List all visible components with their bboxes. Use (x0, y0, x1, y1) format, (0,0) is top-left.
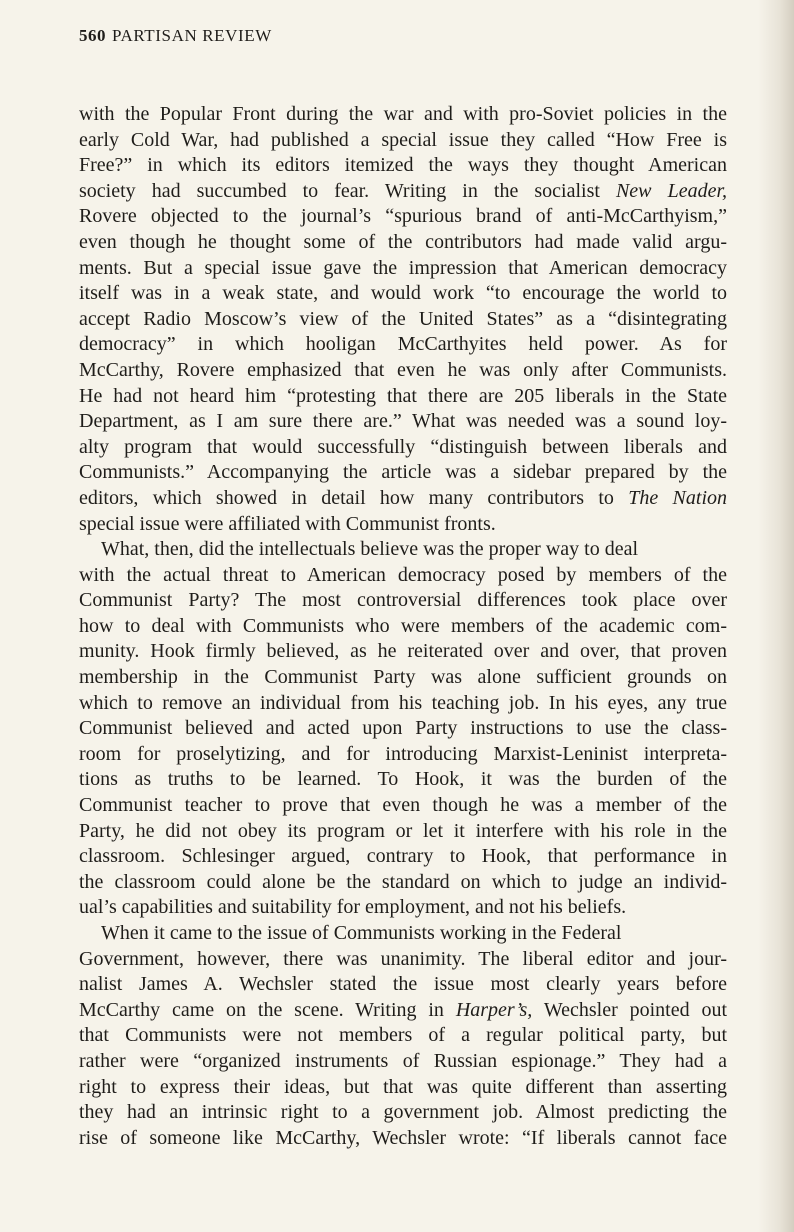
text-segment: Government, however, there was unanimity. The liberal editor and jour- (79, 947, 727, 970)
text-line (79, 307, 727, 333)
text-segment: itself was in a weak state, and would work “to encourage the world to (79, 282, 727, 305)
text-segment: He had not heard him “protesting that there are 205 liberals in the State (79, 384, 727, 407)
text-line (79, 819, 727, 845)
text-line (79, 793, 727, 819)
journal-title: PARTISAN REVIEW (112, 26, 272, 45)
text-line (79, 358, 727, 384)
text-segment: they had an intrinsic right to a government job. Almost predicting the (79, 1101, 727, 1124)
text-line (79, 742, 727, 768)
text-segment: the classroom could alone be the standard on which to judge an individ- (79, 870, 727, 893)
text-line (79, 895, 727, 921)
text-line (79, 204, 727, 230)
text-segment: even though he thought some of the contributors had made valid argu- (79, 230, 727, 253)
text-line (79, 537, 727, 563)
text-segment: special issue were affiliated with Communist fronts. (79, 512, 496, 535)
text-segment: rise of someone like McCarthy, Wechsler wrote: “If liberals cannot face (79, 1126, 727, 1149)
text-line (79, 281, 727, 307)
text-line (79, 921, 727, 947)
text-line (79, 665, 727, 691)
text-line (79, 1049, 727, 1075)
text-segment: society had succumbed to fear. Writing in the socialist (79, 179, 616, 202)
text-segment: which to remove an individual from his teaching job. In his eyes, any true (79, 691, 727, 714)
text-line (79, 614, 727, 640)
text-line (79, 1075, 727, 1101)
text-line (79, 870, 727, 896)
text-segment: Communist Party? The most controversial differences took place over (79, 589, 727, 612)
text-segment: Department, as I am sure there are.” What was needed was a sound loy- (79, 410, 727, 433)
text-line (79, 639, 727, 665)
text-segment: ual’s capabilities and suitability for employment, and not his beliefs. (79, 896, 627, 919)
text-line (79, 128, 727, 154)
text-segment: democracy” in which hooligan McCarthyites held power. As for (79, 333, 727, 356)
text-segment: Wechsler pointed out (532, 998, 727, 1021)
text-line (79, 153, 727, 179)
text-line (79, 844, 727, 870)
text-line (79, 588, 727, 614)
italic-title: New Leader, (615, 179, 727, 202)
text-line (79, 998, 727, 1024)
text-segment: early Cold War, had published a special issue they called “How Free is (79, 128, 727, 151)
text-segment: What, then, did the intellectuals believe was the proper way to deal (101, 538, 639, 561)
text-segment: Free?” in which its editors itemized the ways they thought American (79, 154, 727, 177)
text-segment: room for proselytizing, and for introducing Marxist-Leninist interpreta- (79, 742, 727, 765)
text-segment: When it came to the issue of Communists working in the Federal (101, 922, 622, 944)
text-line (79, 947, 727, 973)
text-line (79, 1100, 727, 1126)
text-line (79, 716, 727, 742)
text-segment: with the Popular Front during the war and with pro-Soviet policies in the (79, 103, 727, 125)
text-line (79, 332, 727, 358)
text-segment: alty program that would successfully “distinguish between liberals and (79, 435, 727, 458)
text-segment: tions as truths to be learned. To Hook, it was the burden of the (79, 768, 727, 791)
text-line (79, 102, 727, 128)
text-line (79, 512, 727, 538)
text-segment: with the actual threat to American democracy posed by members of the (79, 563, 727, 586)
body-text (79, 102, 727, 1151)
text-segment: classroom. Schlesinger argued, contrary to Hook, that performance in (79, 845, 727, 868)
text-segment: that Communists were not members of a regular political party, but (79, 1024, 727, 1047)
text-segment: munity. Hook firmly believed, as he reiterated over and over, that proven (79, 640, 727, 663)
text-line (79, 691, 727, 717)
text-segment: nalist James A. Wechsler stated the issue most clearly years before (79, 973, 727, 996)
text-segment: Communist believed and acted upon Party instructions to use the class- (79, 717, 727, 740)
text-line (79, 256, 727, 282)
text-segment: how to deal with Communists who were members of the academic com- (79, 614, 727, 637)
text-segment: ments. But a special issue gave the impression that American democracy (79, 256, 727, 279)
text-line (79, 972, 727, 998)
text-segment: Rovere objected to the journal’s “spurious brand of anti-McCarthyism,” (79, 205, 727, 228)
text-segment: right to express their ideas, but that was quite different than asserting (79, 1075, 727, 1098)
page-number: 560 (79, 26, 106, 45)
text-segment: Communist teacher to prove that even though he was a member of the (79, 794, 727, 817)
text-line (79, 409, 727, 435)
text-line (79, 767, 727, 793)
italic-title: The Nation (628, 486, 727, 509)
text-line (79, 460, 727, 486)
text-segment: rather were “organized instruments of Russian espionage.” They had a (79, 1049, 727, 1072)
text-line (79, 563, 727, 589)
text-line (79, 1023, 727, 1049)
text-line (79, 230, 727, 256)
text-segment: editors, which showed in detail how many contributors to (79, 486, 629, 509)
text-line (79, 179, 727, 205)
text-segment: McCarthy came on the scene. Writing in (79, 998, 456, 1021)
text-line (79, 1126, 727, 1152)
page-edge-shadow (758, 0, 794, 1232)
text-segment: accept Radio Moscow’s view of the United States” as a “disintegrating (79, 307, 727, 330)
text-line (79, 486, 727, 512)
text-segment: membership in the Communist Party was alone sufficient grounds on (79, 666, 727, 689)
text-segment: McCarthy, Rovere emphasized that even he was only after Communists. (79, 358, 727, 381)
italic-title: Harper’s, (455, 998, 533, 1021)
running-head (79, 24, 272, 48)
text-segment: Party, he did not obey its program or let it interfere with his role in the (79, 819, 727, 842)
text-line (79, 435, 727, 461)
text-line (79, 384, 727, 410)
text-segment: Communists.” Accompanying the article was a sidebar prepared by the (79, 461, 727, 484)
